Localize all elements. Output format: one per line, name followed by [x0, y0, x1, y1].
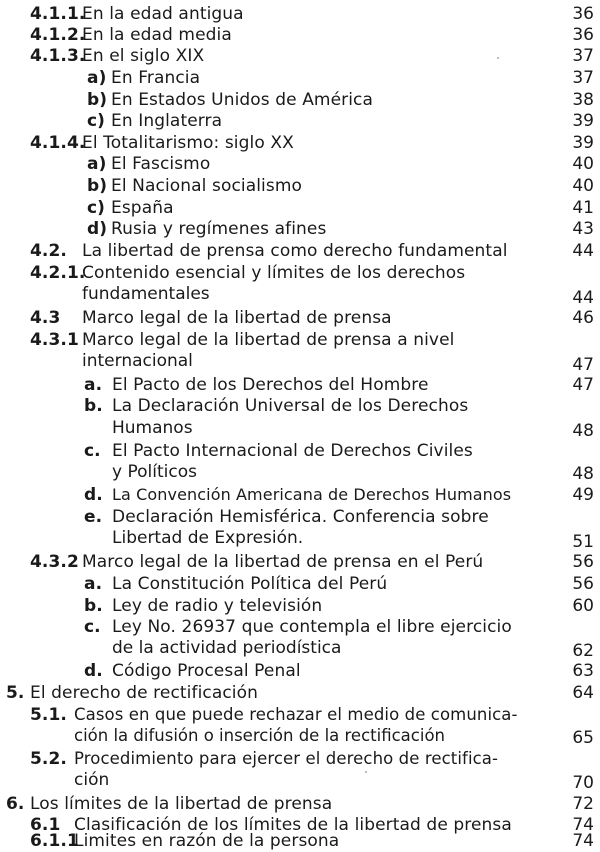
- entry-label-continuation: Humanos: [112, 418, 193, 438]
- entry-page: 63: [572, 661, 594, 681]
- entry-number: e.: [84, 507, 103, 527]
- entry-label: La Constitución Política del Perú: [112, 574, 388, 594]
- toc-entry: [30, 329, 454, 351]
- entry-label: La libertad de prensa como derecho fundamental: [82, 241, 508, 261]
- entry-label: Clasificación de los límites de la libertad de prensa: [74, 815, 512, 835]
- entry-page: 37: [572, 46, 594, 66]
- entry-number: b): [87, 176, 108, 196]
- entry-page: 49: [572, 485, 594, 505]
- entry-label: La Convención Americana de Derechos Humanos: [112, 485, 512, 504]
- toc-entry: [87, 67, 200, 89]
- entry-label: En la edad media: [82, 25, 232, 45]
- entry-page: 48: [572, 421, 594, 441]
- entry-label: En Inglaterra: [111, 111, 223, 131]
- entry-number: a.: [84, 375, 103, 395]
- entry-label: La Declaración Universal de los Derechos: [112, 396, 469, 416]
- toc-entry: [87, 197, 174, 219]
- entry-label: Marco legal de la libertad de prensa a nivel: [82, 330, 455, 350]
- toc-entry: [30, 748, 498, 770]
- toc-entry: [84, 374, 429, 396]
- entry-number: 4.3.1: [30, 330, 79, 350]
- entry-label: Casos en que puede rechazar el medio de comunica-: [74, 705, 518, 724]
- entry-label: Rusia y regímenes afines: [111, 219, 327, 239]
- entry-label-continuation: internacional: [82, 351, 193, 371]
- entry-label: Código Procesal Penal: [112, 661, 301, 681]
- entry-label-continuation: ción la difusión o inserción de la rectificación: [74, 726, 445, 745]
- toc-entry: [84, 660, 301, 682]
- toc-entry: [87, 218, 326, 240]
- entry-label: Marco legal de la libertad de prensa: [82, 308, 392, 328]
- toc-entry: [6, 682, 258, 704]
- entry-number: 5.1.: [30, 705, 67, 725]
- entry-label: El derecho de rectificación: [30, 683, 258, 703]
- entry-number: c): [87, 111, 106, 131]
- entry-label-continuation: Libertad de Expresión.: [112, 528, 304, 548]
- entry-page: 44: [572, 288, 594, 308]
- entry-label: El Nacional socialismo: [111, 176, 303, 196]
- toc-entry: [30, 262, 465, 284]
- toc-entry: [30, 307, 392, 329]
- entry-number: c): [87, 198, 106, 218]
- entry-number: 4.3.2: [30, 552, 79, 572]
- entry-page: 65: [572, 728, 594, 748]
- entry-page: 60: [572, 596, 594, 616]
- toc-entry: [84, 506, 489, 528]
- toc-entry: [87, 153, 210, 175]
- entry-label: El Fascismo: [111, 154, 211, 174]
- entry-page: 47: [572, 355, 594, 375]
- entry-page: 39: [572, 111, 594, 131]
- entry-label: Los límites de la libertad de prensa: [30, 794, 333, 814]
- entry-number: b): [87, 90, 108, 110]
- entry-number: 6.: [6, 794, 25, 814]
- entry-label: En la edad antigua: [82, 4, 244, 24]
- entry-number: d.: [84, 661, 103, 681]
- toc-entry: [84, 616, 512, 638]
- entry-page: 72: [572, 794, 594, 814]
- entry-page: 62: [572, 641, 594, 661]
- entry-number: a): [87, 68, 107, 88]
- entry-label: Contenido esencial y límites de los derechos: [82, 263, 466, 283]
- toc-entry: [84, 484, 511, 506]
- toc-entry: [30, 704, 518, 726]
- entry-number: b.: [84, 596, 103, 616]
- toc-entry: [30, 551, 483, 573]
- entry-page: 56: [572, 552, 594, 572]
- entry-page: 37: [572, 68, 594, 88]
- entry-page: 70: [572, 773, 594, 793]
- entry-number: 4.1.4.: [30, 133, 86, 153]
- toc-entry: [87, 110, 222, 132]
- entry-page: 40: [572, 154, 594, 174]
- entry-label: España: [111, 198, 174, 218]
- entry-label-continuation: y Políticos: [112, 462, 197, 482]
- toc-entry: [84, 573, 387, 595]
- entry-page: 74: [572, 831, 594, 851]
- entry-label: Declaración Hemisférica. Conferencia sobre: [112, 507, 489, 527]
- entry-number: 5.2.: [30, 749, 67, 769]
- entry-number: 4.1.1.: [30, 4, 86, 24]
- entry-page: 51: [572, 532, 594, 552]
- entry-label: El Totalitarismo: siglo XX: [82, 133, 294, 153]
- entry-label: En Estados Unidos de América: [111, 90, 374, 110]
- entry-label: Marco legal de la libertad de prensa en el Perú: [82, 552, 484, 572]
- entry-number: d): [87, 219, 108, 239]
- toc-entry: [30, 3, 244, 25]
- entry-label-continuation: ción: [74, 770, 110, 790]
- entry-page: 38: [572, 90, 594, 110]
- entry-page: 46: [572, 308, 594, 328]
- toc-entry: [84, 595, 322, 617]
- entry-label: Ley de radio y televisión: [112, 596, 323, 616]
- toc-entry: [87, 89, 373, 111]
- entry-number: a): [87, 154, 107, 174]
- scan-speck: [365, 771, 367, 773]
- entry-number: d.: [84, 485, 103, 505]
- entry-label: Procedimiento para ejercer el derecho de rectifica-: [74, 749, 499, 768]
- toc-entry: [6, 793, 332, 815]
- entry-number: 4.1.2.: [30, 25, 86, 45]
- entry-page: 39: [572, 133, 594, 153]
- entry-number: c.: [84, 441, 101, 461]
- toc-entry: [30, 24, 232, 46]
- entry-label-continuation: fundamentales: [82, 284, 210, 304]
- toc-entry: [87, 175, 302, 197]
- entry-number: 4.3: [30, 308, 61, 328]
- entry-number: b.: [84, 396, 103, 416]
- entry-number: 6.1.1: [30, 831, 79, 851]
- entry-page: 40: [572, 176, 594, 196]
- entry-label: En Francia: [111, 68, 201, 88]
- entry-number: 5.: [6, 683, 25, 703]
- entry-page: 36: [572, 25, 594, 45]
- toc-entry: [30, 132, 294, 154]
- toc-entry: [30, 240, 508, 262]
- entry-number: 4.2.1.: [30, 263, 86, 283]
- entry-page: 74: [572, 815, 594, 835]
- entry-number: 6.1: [30, 815, 61, 835]
- toc-entry: [84, 440, 473, 462]
- entry-number: c.: [84, 617, 101, 637]
- entry-label: En el siglo XIX: [82, 46, 205, 66]
- entry-label: El Pacto Internacional de Derechos Civiles: [112, 441, 473, 461]
- entry-page: 36: [572, 4, 594, 24]
- entry-page: 64: [572, 683, 594, 703]
- entry-page: 48: [572, 464, 594, 484]
- toc-entry: [30, 45, 204, 67]
- entry-page: 56: [572, 574, 594, 594]
- entry-number: 4.2.: [30, 241, 67, 261]
- entry-label-continuation: de la actividad periodística: [112, 638, 342, 658]
- entry-page: 43: [572, 219, 594, 239]
- entry-number: a.: [84, 574, 103, 594]
- toc-entry: [84, 395, 468, 417]
- entry-page: 41: [572, 198, 594, 218]
- entry-label: Limites en razón de la persona: [74, 831, 340, 851]
- entry-page: 44: [572, 241, 594, 261]
- scan-speck: [497, 57, 499, 59]
- entry-label: El Pacto de los Derechos del Hombre: [112, 375, 429, 395]
- entry-page: 47: [572, 375, 594, 395]
- entry-number: 4.1.3.: [30, 46, 86, 66]
- entry-label: Ley No. 26937 que contempla el libre ejercicio: [112, 617, 512, 637]
